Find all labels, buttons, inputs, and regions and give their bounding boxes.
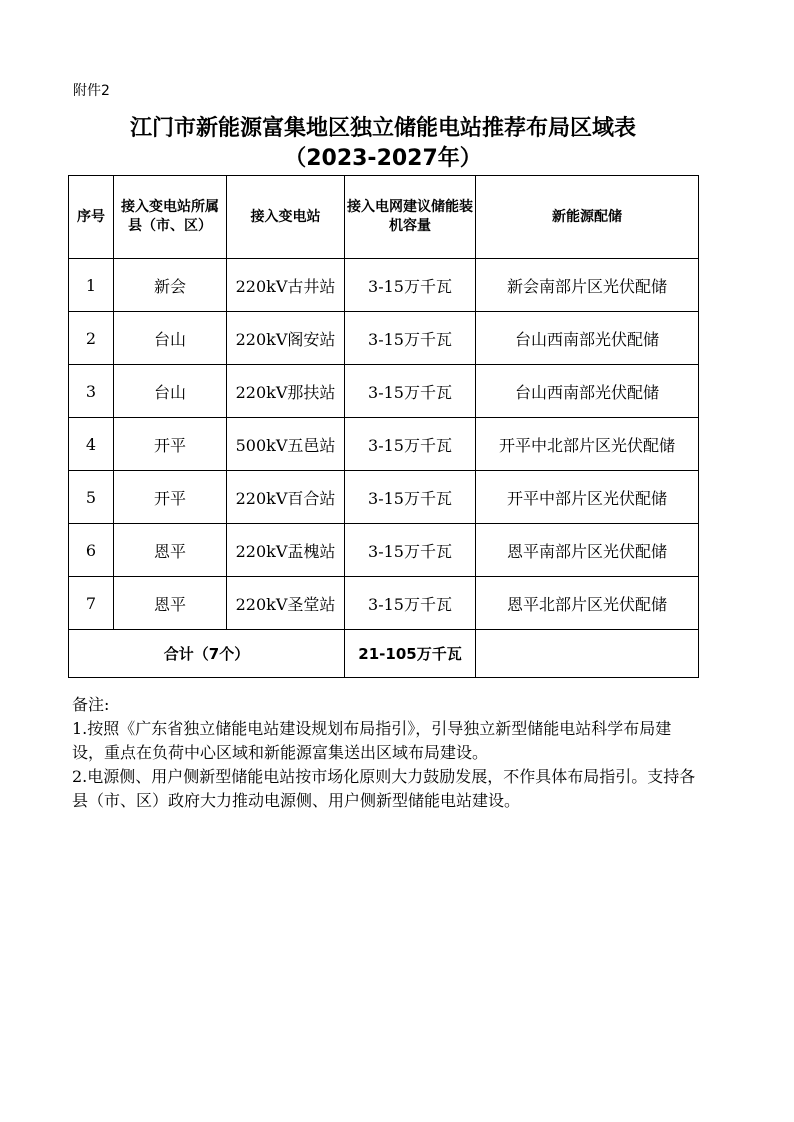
attachment-label: 附件2 xyxy=(73,83,110,99)
cell-substation: 220kV阁安站 xyxy=(227,312,345,365)
table-header-row xyxy=(69,176,699,259)
cell-storage: 新会南部片区光伏配储 xyxy=(476,259,699,312)
cell-substation: 220kV百合站 xyxy=(227,471,345,524)
cell-index: 4 xyxy=(69,418,114,471)
notes-section xyxy=(72,693,700,813)
total-row xyxy=(69,630,699,678)
cell-capacity: 3-15万千瓦 xyxy=(345,312,476,365)
cell-capacity: 3-15万千瓦 xyxy=(345,418,476,471)
cell-index: 1 xyxy=(69,259,114,312)
cell-substation: 500kV五邑站 xyxy=(227,418,345,471)
cell-county: 恩平 xyxy=(114,577,227,630)
header-index: 序号 xyxy=(69,176,114,259)
cell-capacity: 3-15万千瓦 xyxy=(345,471,476,524)
table-row xyxy=(69,365,699,418)
cell-capacity: 3-15万千瓦 xyxy=(345,577,476,630)
table-row xyxy=(69,524,699,577)
cell-index: 3 xyxy=(69,365,114,418)
cell-index: 2 xyxy=(69,312,114,365)
header-storage: 新能源配储 xyxy=(476,176,699,259)
cell-storage: 台山西南部光伏配储 xyxy=(476,312,699,365)
table-row xyxy=(69,418,699,471)
header-county: 接入变电站所属县（市、区） xyxy=(114,176,227,259)
cell-index: 5 xyxy=(69,471,114,524)
cell-county: 台山 xyxy=(114,365,227,418)
cell-capacity: 3-15万千瓦 xyxy=(345,365,476,418)
cell-substation: 220kV圣堂站 xyxy=(227,577,345,630)
cell-storage: 开平中北部片区光伏配储 xyxy=(476,418,699,471)
table-row xyxy=(69,259,699,312)
cell-substation: 220kV那扶站 xyxy=(227,365,345,418)
note-item: 2.电源侧、用户侧新型储能电站按市场化原则大力鼓励发展，不作具体布局指引。支持各县（市、区）政府大力推动电源侧、用户侧新型储能电站建设。 xyxy=(72,767,696,810)
cell-index: 7 xyxy=(69,577,114,630)
table-row xyxy=(69,312,699,365)
cell-county: 开平 xyxy=(114,471,227,524)
cell-index: 6 xyxy=(69,524,114,577)
total-label: 合计（7个） xyxy=(69,630,345,678)
notes-heading: 备注: xyxy=(72,695,110,714)
cell-county: 新会 xyxy=(114,259,227,312)
cell-county: 台山 xyxy=(114,312,227,365)
cell-county: 恩平 xyxy=(114,524,227,577)
title-year-range: （2023-2027年） xyxy=(284,146,482,171)
header-capacity: 接入电网建议储能装机容量 xyxy=(345,176,476,259)
cell-storage: 开平中部片区光伏配储 xyxy=(476,471,699,524)
total-capacity: 21-105万千瓦 xyxy=(345,630,476,678)
table-row xyxy=(69,471,699,524)
cell-capacity: 3-15万千瓦 xyxy=(345,259,476,312)
layout-table xyxy=(68,175,699,678)
cell-county: 开平 xyxy=(114,418,227,471)
note-item: 1.按照《广东省独立储能电站建设规划布局指引》，引导独立新型储能电站科学布局建设，重点在负荷中心区域和新能源富集送出区域布局建设。 xyxy=(72,719,672,762)
cell-storage: 台山西南部光伏配储 xyxy=(476,365,699,418)
cell-storage: 恩平北部片区光伏配储 xyxy=(476,577,699,630)
table-row xyxy=(69,577,699,630)
cell-storage: 恩平南部片区光伏配储 xyxy=(476,524,699,577)
total-storage xyxy=(476,630,699,678)
title-main: 江门市新能源富集地区独立储能电站推荐布局区域表 xyxy=(129,116,636,141)
header-substation: 接入变电站 xyxy=(227,176,345,259)
cell-substation: 220kV盂槐站 xyxy=(227,524,345,577)
page-title xyxy=(68,114,698,174)
cell-capacity: 3-15万千瓦 xyxy=(345,524,476,577)
cell-substation: 220kV古井站 xyxy=(227,259,345,312)
